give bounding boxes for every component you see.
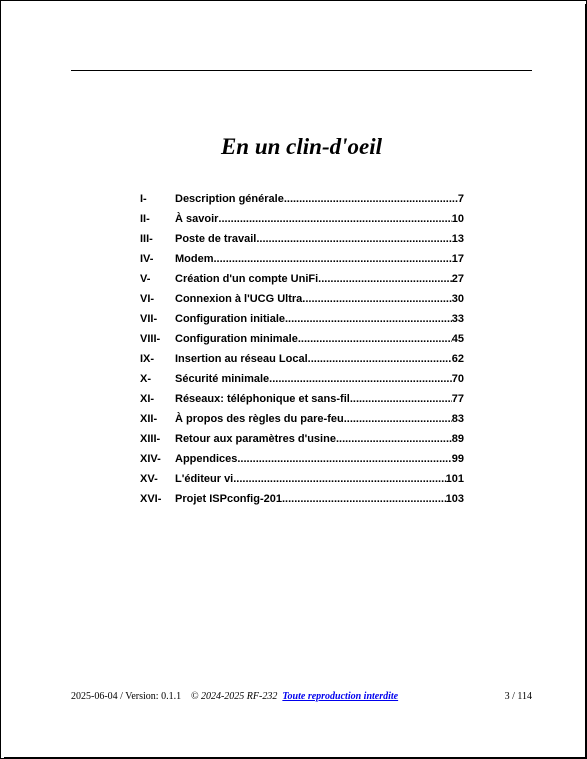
- toc-entry[interactable]: [140, 451, 464, 471]
- toc-entry-leader-dots: [302, 291, 451, 307]
- toc-entry-number: XII-: [140, 413, 158, 425]
- toc-entry-number: XVI-: [140, 493, 162, 505]
- toc-entry-leader-dots: [308, 351, 452, 367]
- footer-rights-link[interactable]: Toute reproduction interdite: [282, 691, 399, 702]
- toc-entry-line: [175, 431, 464, 447]
- toc-entry-number: XIII-: [140, 433, 161, 445]
- toc-entry-page: 70: [451, 373, 464, 385]
- footer-copyright: [1, 690, 587, 704]
- toc-entry-line: [175, 471, 464, 487]
- toc-entry-page: 10: [451, 213, 464, 225]
- toc-entry-leader-dots: [218, 211, 451, 227]
- toc-entry-number: II-: [140, 213, 150, 225]
- toc-entry-number: V-: [140, 273, 151, 285]
- footer-date-version: 2025-06-04 / Version: 0.1.1: [71, 691, 182, 702]
- toc-entry-page: 99: [451, 453, 464, 465]
- toc-entry-line: [175, 251, 464, 267]
- toc-entry-page: 30: [451, 293, 464, 305]
- toc-entry[interactable]: [140, 211, 464, 231]
- toc-entry-title: Configuration initiale: [175, 313, 285, 325]
- toc-entry-number: XI-: [140, 393, 155, 405]
- toc-entry-line: [175, 391, 464, 407]
- toc-entry-line: [175, 211, 464, 227]
- toc-entry-leader-dots: [284, 191, 458, 207]
- toc-entry-leader-dots: [350, 391, 452, 407]
- toc-entry-number: X-: [140, 373, 151, 385]
- table-of-contents: [140, 191, 464, 511]
- toc-entry-title: Réseaux: téléphonique et sans-fil: [175, 393, 350, 405]
- toc-entry-page: 7: [457, 193, 464, 205]
- toc-entry[interactable]: [140, 271, 464, 291]
- page-title: En un clin-d'oeil: [220, 134, 383, 159]
- toc-entry[interactable]: [140, 491, 464, 511]
- toc-entry-line: [175, 271, 464, 287]
- toc-entry-title: Connexion à l'UCG Ultra: [175, 293, 303, 305]
- toc-entry[interactable]: [140, 231, 464, 251]
- toc-entry-number: I-: [140, 193, 147, 205]
- toc-entry-page: 77: [451, 393, 464, 405]
- toc-entry-title: Création d'un compte UniFi: [175, 273, 319, 285]
- toc-entry[interactable]: [140, 471, 464, 491]
- toc-entry-leader-dots: [336, 431, 452, 447]
- toc-entry-line: [175, 371, 464, 387]
- footer-copyright-text: © 2024-2025 RF-232: [190, 691, 278, 702]
- toc-entry-leader-dots: [344, 411, 452, 427]
- toc-entry-page: 101: [445, 473, 464, 485]
- toc-entry-number: IX-: [140, 353, 155, 365]
- toc-entry[interactable]: [140, 191, 464, 211]
- toc-entry-title: Appendices: [175, 453, 238, 465]
- toc-entry-leader-dots: [233, 471, 445, 487]
- toc-entry-leader-dots: [214, 251, 452, 267]
- toc-entry-title: Modem: [175, 253, 214, 265]
- toc-entry-leader-dots: [318, 271, 452, 287]
- toc-entry-page: 89: [451, 433, 464, 445]
- toc-entry-leader-dots: [256, 231, 451, 247]
- toc-entry-line: [175, 331, 464, 347]
- toc-entry-number: XIV-: [140, 453, 161, 465]
- toc-entry-title: À savoir: [175, 213, 219, 225]
- toc-entry-leader-dots: [237, 451, 451, 467]
- toc-entry-page: 27: [451, 273, 464, 285]
- toc-entry-title: Insertion au réseau Local: [175, 353, 308, 365]
- toc-entry-line: [175, 411, 464, 427]
- toc-entry-title: Configuration minimale: [175, 333, 298, 345]
- toc-entry-title: L'éditeur vi: [175, 473, 234, 485]
- toc-entry-line: [175, 291, 464, 307]
- toc-entry-title: À propos des règles du pare-feu: [175, 413, 344, 425]
- toc-entry-number: VIII-: [140, 333, 161, 345]
- toc-entry-title: Projet ISPconfig-201: [175, 493, 282, 505]
- toc-entry-leader-dots: [298, 331, 452, 347]
- toc-entry-title: Description générale: [175, 193, 284, 205]
- toc-entry[interactable]: [140, 431, 464, 451]
- toc-entry-page: 33: [451, 313, 464, 325]
- toc-entry-title: Poste de travail: [175, 233, 257, 245]
- toc-entry[interactable]: [140, 391, 464, 411]
- toc-entry[interactable]: [140, 351, 464, 371]
- toc-entry-leader-dots: [282, 491, 446, 507]
- toc-entry[interactable]: [140, 251, 464, 271]
- toc-entry-number: III-: [140, 233, 153, 245]
- toc-entry-page: 83: [451, 413, 464, 425]
- toc-entry-leader-dots: [285, 311, 452, 327]
- toc-entry-page: 17: [451, 253, 464, 265]
- footer-page-number: 3 / 114: [504, 691, 532, 702]
- toc-entry-line: [175, 311, 464, 327]
- toc-entry-page: 62: [451, 353, 464, 365]
- toc-entry[interactable]: [140, 371, 464, 391]
- toc-entry-leader-dots: [269, 371, 452, 387]
- toc-entry-line: [175, 191, 464, 207]
- toc-entry[interactable]: [140, 411, 464, 431]
- toc-entry-page: 45: [451, 333, 464, 345]
- toc-entry-line: [175, 491, 464, 507]
- toc-entry-number: XV-: [140, 473, 158, 485]
- toc-entry-number: VII-: [140, 313, 158, 325]
- toc-entry-line: [175, 351, 464, 367]
- toc-entry[interactable]: [140, 311, 464, 331]
- toc-entry-page: 13: [451, 233, 464, 245]
- toc-entry-title: Sécurité minimale: [175, 373, 270, 385]
- toc-entry-title: Retour aux paramètres d'usine: [175, 433, 336, 445]
- toc-entry-number: IV-: [140, 253, 154, 265]
- toc-entry-page: 103: [445, 493, 464, 505]
- toc-entry-line: [175, 231, 464, 247]
- toc-entry[interactable]: [140, 331, 464, 351]
- header-rule: [71, 70, 532, 71]
- toc-entry-number: VI-: [140, 293, 155, 305]
- toc-entry[interactable]: [140, 291, 464, 311]
- toc-entry-line: [175, 451, 464, 467]
